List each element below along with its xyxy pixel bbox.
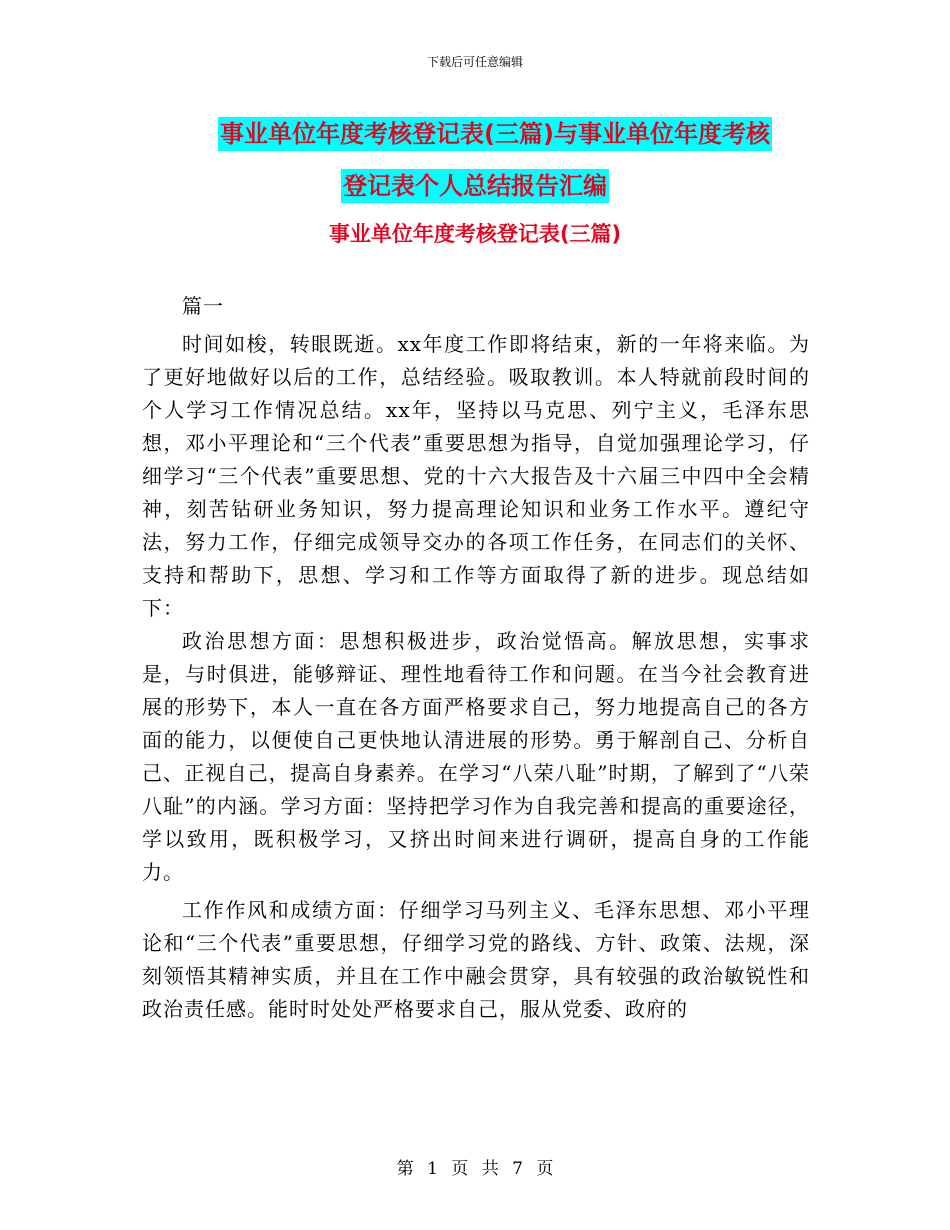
page-number-footer: 第 1 页 共 7 页	[396, 1159, 554, 1179]
part-label: 篇一	[182, 294, 224, 318]
document-title	[0, 108, 950, 212]
paragraph: 工作作风和成绩方面：仔细学习马列主义、毛泽东思想、邓小平理论和“三个代表”重要思想，仔细学习党的路线、方针、政策、法规，深刻领悟其精神实质，并且在工作中融会贯穿，具有较强的政治敏锐性和政治责任感。能时时处处严格要求自己，服从党委、政府的	[142, 898, 810, 1021]
document-body	[142, 290, 810, 1026]
paragraph: 政治思想方面：思想积极进步，政治觉悟高。解放思想，实事求是，与时俱进，能够辩证、理性地看待工作和问题。在当今社会教育进展的形势下，本人一直在各方面严格要求自己，努力地提高自己的各方面的能力，以便使自己更快地认清进展的形势。勇于解剖自己、分析自己、正视自己，提高自身素养。在学习“八荣八耻”时期，了解到了“八荣八耻”的内涵。学习方面：坚持把学习作为自我完善和提高的重要途径，学以致用，既积极学习，又挤出时间来进行调研，提高自身的工作能力。	[142, 629, 810, 884]
section-title: 事业单位年度考核登记表(三篇)	[328, 222, 622, 246]
header-note: 下载后可任意编辑	[426, 55, 523, 69]
paragraph: 时间如梭，转眼既逝。xx年度工作即将结束，新的一年将来临。为了更好地做好以后的工作，总结经验。吸取教训。本人特就前段时间的个人学习工作情况总结。xx年，坚持以马克思、列宁主义，毛泽东思想，邓小平理论和“三个代表”重要思想为指导，自觉加强理论学习，仔细学习“三个代表”重要思想、党的十六大报告及十六届三中四中全会精神，刻苦钻研业务知识，努力提高理论知识和业务工作水平。遵纪守法，努力工作，仔细完成领导交办的各项工作任务，在同志们的关怀、支持和帮助下，思想、学习和工作等方面取得了新的进步。现总结如下：	[142, 332, 810, 620]
document-title-line-1: 事业单位年度考核登记表(三篇)与事业单位年度考核	[218, 117, 772, 151]
document-title-line-2: 登记表个人总结报告汇编	[341, 169, 609, 203]
